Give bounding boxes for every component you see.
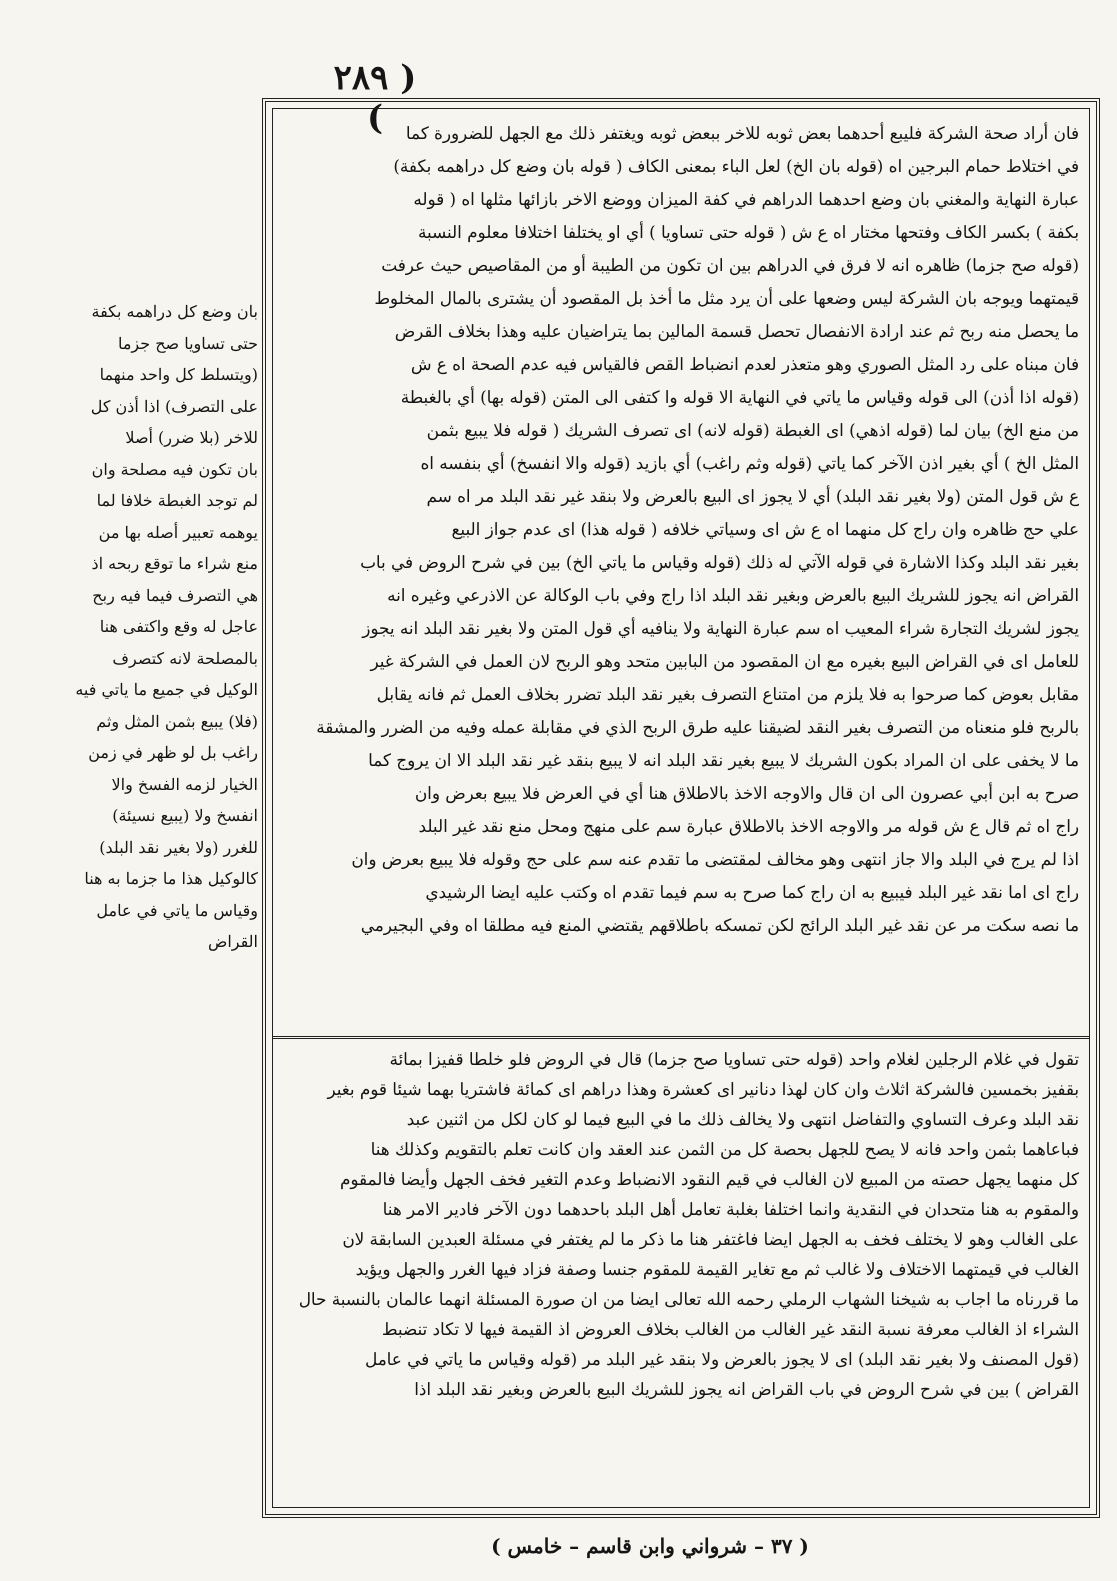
margin-text-line: (ويتسلط كل واحد منهما xyxy=(99,365,258,384)
margin-text-line: بان وضع كل دراهمه بكفة xyxy=(91,302,258,321)
main-text-line: ما نصه سكت مر عن نقد غير البلد الرائج لكن تمسكه باطلاقهم يقتضي المنع فيه مطلقا اه وفي البجيرمي xyxy=(360,915,1079,935)
main-text-line: من منع الخ) بيان لما (قوله اذهي) اى الغبطة (قوله لانه) اى تصرف الشريك ( قوله فلا يبيع بثمن xyxy=(426,420,1079,440)
main-text-line: المثل الخ ) أي بغير اذن الآخر كما ياتي (قوله وثم راغب) أي بازيد (قوله والا انفسخ) أي بنفسه اه xyxy=(420,453,1079,473)
margin-text-line: لم توجد الغبطة خلافا لما xyxy=(96,491,258,510)
main-text-line: راج اى اما نقد غير البلد فيبيع به ان راج كما صرح به سم فيما تقدم اه وكتب عليه ايضا الرشيدي xyxy=(425,882,1079,902)
margin-text-line: للغرر (ولا بغير نقد البلد) xyxy=(99,837,258,857)
main-text-line: بكفة ) بكسر الكاف وفتحها مختار اه ع ش ( قوله حتى تساويا ) أي او يختلفا اختلافا معلوم النسبة xyxy=(417,222,1079,242)
footnote-text-line: والمقوم به هنا متحدان في النقدية وانما اختلفا بغلبة تعامل أهل البلد باحدهما دون الآخر فادير الامر هنا xyxy=(382,1199,1079,1219)
text-frame-inner xyxy=(272,108,1090,1508)
footnote-text-line: القراض ) بين في شرح الروض في باب القراض انه يجوز للشريك البيع بالعرض وبغير نقد البلد اذا xyxy=(414,1379,1079,1399)
main-text-line: في اختلاط حمام البرجين اه (قوله بان الخ) لعل الباء بمعنى الكاف ( قوله بان وضع كل دراهمه بكفة) xyxy=(393,156,1079,176)
margin-text-line: على التصرف) اذا أذن كل xyxy=(90,396,258,416)
margin-text-line: هي التصرف فيما فيه ربح xyxy=(92,585,258,605)
main-text-line: بالربح فلو منعناه من التصرف بغير النقد لضيقنا عليه طرق الربح الذي في مقابلة عمله وفيه من الضرر والمشقة xyxy=(316,717,1079,737)
footnote-text-line: الغالب في قيمتهما الاختلاف ولا غالب ثم مع تغاير القيمة للمقوم جنسا وصفة فزاد فيها الغرر والجهل ويؤيد xyxy=(355,1259,1079,1279)
main-text-line: بغير نقد البلد وكذا الاشارة في قوله الآتي له ذلك (قوله وقياس ما ياتي الخ) بين في شرح الروض في باب xyxy=(360,552,1079,572)
margin-text-line: يوهمه تعبير أصله بها من xyxy=(98,522,258,542)
margin-text-line: بالمصلحة لانه كتصرف xyxy=(112,648,258,668)
main-text-line: ع ش قول المتن (ولا بغير نقد البلد) أي لا يجوز اى البيع بالعرض ولا بنقد غير نقد البلد مر اه سم xyxy=(426,486,1079,506)
main-text-line: عبارة النهاية والمغني بان وضع احدهما الدراهم في كفة الميزان ووضع الاخر بازائها مثلها اه ( قوله xyxy=(413,189,1079,209)
main-text-line: ما يحصل منه ربح ثم عند ارادة الانفصال تحصل قسمة المالين بما يتراضيان عليه وهذا بخلاف القرض xyxy=(394,321,1079,341)
margin-text-line: راغب بل لو ظهر في زمن xyxy=(88,743,258,762)
margin-text-line: حتى تساويا صح جزما xyxy=(117,333,258,353)
main-text-line: القراض انه يجوز للشريك البيع بالعرض وبغير نقد البلد اذا راج وفي باب الوكالة عن الاذرعي وغيره انه xyxy=(387,585,1079,605)
main-text-line: يجوز لشريك التجارة شراء المعيب اه سم عبارة النهاية ولا ينافيه أي قول المتن ولا بغير نقد البلد انه يجوز xyxy=(362,618,1079,638)
footnote-text-line: نقد البلد وعرف التساوي والتفاضل انتهى ولا يخالف ذلك ما في البيع فيما لو كان لكل من اثنين عبد xyxy=(406,1109,1079,1129)
page-number: ( ٢٨٩ ) xyxy=(333,58,417,138)
margin-text-line: عاجل له وقع واكتفى هنا xyxy=(99,617,258,636)
main-text-line: قيمتهما ويوجه بان الشركة ليس وضعها على أن يرد مثل ما أخذ بل المقصود أن يشترى بالمال المخلوط xyxy=(374,288,1079,308)
main-text-line: للعامل اى في القراض البيع بغيره مع ان المقصود من البابين متحد وهو الربح لان العمل في الشركة غير xyxy=(370,651,1079,671)
margin-text-line: انفسخ ولا (يبيع نسيئة) xyxy=(112,806,258,825)
main-text-line: (قوله صح جزما) ظاهره انه لا فرق في الدراهم بين ان تكون من الطيبة أو من المقاصيص حيث عرفت xyxy=(381,255,1079,275)
margin-text-line: وقياس ما ياتي في عامل xyxy=(96,900,258,920)
margin-text-line: الخيار لزمه الفسخ والا xyxy=(111,774,258,794)
footnote-text-line: كل منهما يجهل حصته من المبيع لان الغالب في قيم النقود الانضباط وعدم التغير فخف الجهل وأيضا فالمقوم xyxy=(339,1169,1079,1189)
main-text-line: (قوله اذا أذن) الى قوله وقياس ما ياتي في النهاية الا قوله وا كتفى الى المتن (قوله بها) أي بالغبطة xyxy=(400,387,1079,407)
main-commentary xyxy=(283,117,1079,1023)
footnote-text-line: ما قررناه ما اجاب به شيخنا الشهاب الرملي رحمه الله تعالى ايضا من ان صورة المسئلة انهما عالمان بالنسبة حال xyxy=(298,1289,1079,1309)
footnote-text-line: بقفيز بخمسين فالشركة اثلاث وان كان لهذا دنانير اى كعشرة وهذا دراهم اى كمائة فاشتريا بهما شيئا قوم بغير xyxy=(327,1079,1079,1099)
main-text-line: علي حج ظاهره وان راج كل منهما اه ع ش اى وسياتي خلافه ( قوله هذا) اى عدم جواز البيع xyxy=(451,519,1079,539)
footnote-text-line: الشراء اذ الغالب معرفة نسبة النقد غير الغالب من الغالب بخلاف العروض اذ القيمة فيها لا تكاد تنضبط xyxy=(381,1319,1079,1339)
footnote-text-line: تقول في غلام الرجلين لغلام واحد (قوله حتى تساويا صح جزما) قال في الروض فلو خلطا قفيزا بمائة xyxy=(389,1049,1079,1069)
main-text-line: اذا لم يرج في البلد والا جاز انتهى وهو مخالف لمقتضى ما تقدم عنه سم على حج وقوله فلا يبيع بعرض وان xyxy=(351,849,1079,869)
main-text-line: صرح به ابن أبي عصرون الى ان قال والاوجه الاخذ بالاطلاق هنا أي في العرض فلا يبيع بعرض وان xyxy=(414,783,1079,803)
marginal-commentary xyxy=(8,296,258,958)
text-frame xyxy=(262,98,1100,1518)
main-text-line: راج اه ثم قال ع ش قوله مر والاوجه الاخذ بالاطلاق عبارة سم على منهج ومحل منع نقد غير البلد xyxy=(418,816,1079,836)
margin-text-line: (فلا) يبيع بثمن المثل وثم xyxy=(96,711,258,731)
signature-line: ( ٣٧ – شرواني وابن قاسم – خامس ) xyxy=(491,1534,809,1558)
main-text-line: فان مبناه على رد المثل الصوري وهو متعذر لعدم انضباط القص فالقياس فيه عدم الصحة اه ع ش xyxy=(410,354,1079,374)
margin-text-line: الوكيل في جميع ما ياتي فيه xyxy=(75,680,258,699)
margin-text-line: كالوكيل هذا ما جزما به هنا xyxy=(84,869,258,888)
margin-text-line: القراض xyxy=(207,932,258,951)
footnote-text-line: على الغالب وهو لا يختلف فخف به الجهل ايضا فاغتفر هنا ما ذكر ما لم يغتفر في مسئلة العبدين السابقة لان xyxy=(342,1229,1079,1249)
footnote-text-line: فباعاهما بثمن واحد فانه لا يصح للجهل بحصة كل من الثمن عند العقد وان كانت تعلم بالتقويم وكذلك هنا xyxy=(370,1139,1079,1159)
footnote-commentary xyxy=(283,1044,1079,1494)
main-text-line: فان أراد صحة الشركة فليبع أحدهما بعض ثوبه للاخر ببعض ثوبه ويغتفر ذلك مع الجهل للضرورة كما xyxy=(405,123,1079,143)
main-text-line: ما لا يخفى على ان المراد بكون الشريك لا يبيع بغير نقد البلد انه لا يبيع بنقد غير نقد البلد الا ان يروج كما xyxy=(368,750,1079,770)
margin-text-line: بان تكون فيه مصلحة وان xyxy=(91,459,258,479)
footnote-text-line: (قول المصنف ولا بغير نقد البلد) اى لا يجوز بالعرض ولا بنقد غير البلد مر (قوله وقياس ما ياتي في عامل xyxy=(364,1349,1079,1369)
margin-text-line: منع شراء ما توقع ربحه اذ xyxy=(91,554,258,573)
margin-text-line: للاخر (بلا ضرر) أصلا xyxy=(125,428,258,447)
main-text-line: مقابل بعوض كما صرحوا به فلا يلزم من امتناع التصرف بغير نقد البلد تضرر بخلاف العمل ثم فانه يقابل xyxy=(376,684,1079,704)
frame-divider xyxy=(273,1036,1089,1039)
